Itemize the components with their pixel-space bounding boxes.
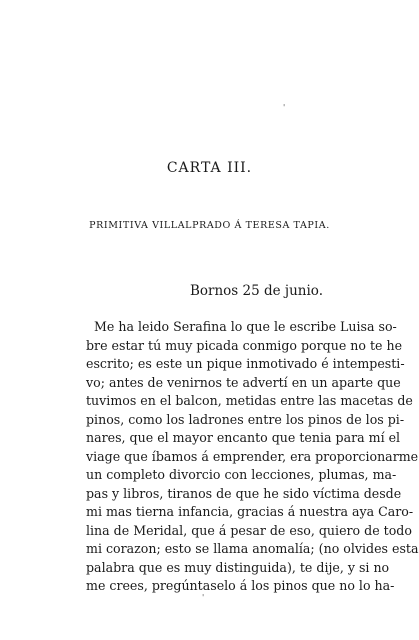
stray-mark: ' <box>283 103 286 112</box>
text-line: bre estar tú muy picada conmigo porque no te he <box>86 337 403 353</box>
text-line: palabra que es muy distinguida), te dije, y si no <box>86 559 390 575</box>
text-line: vo; antes de venirnos te advertí en un aparte que <box>86 374 401 390</box>
text-line: me crees, pregúntaselo á los pinos que no lo ha- <box>86 578 395 593</box>
dateline: Bornos 25 de junio. <box>189 283 323 299</box>
text-line: un completo divorcio con lecciones, plumas, ma- <box>86 467 397 482</box>
text-line: tuvimos en el balcon, metidas entre las macetas de <box>86 393 413 408</box>
text-line: mi mas tierna infancia, gracias á nuestra aya Caro- <box>86 504 414 519</box>
letter-body <box>86 318 419 596</box>
letter-heading: PRIMITIVA VILLALPRADO Á TERESA TAPIA. <box>89 220 330 231</box>
text-line: lina de Meridal, que á pesar de eso, quiero de todo <box>86 522 412 538</box>
chapter-title: CARTA III. <box>166 160 253 176</box>
stray-mark: ' <box>202 593 205 602</box>
text-line: mi corazon; esto se llama anomalía; (no olvides esta <box>86 541 419 556</box>
text-line: nares, que el mayor encanto que tenia para mí el <box>86 430 401 445</box>
text-line: escrito; es este un pique inmotivado é intempesti- <box>86 356 405 371</box>
text-line: Me ha leido Serafina lo que le escribe Luisa so- <box>94 319 397 334</box>
text-line: viage que íbamos á emprender, era proporcionarme <box>86 448 419 464</box>
text-line: pas y libros, tiranos de que he sido víctima desde <box>86 485 402 501</box>
text-line: pinos, como los ladrones entre los pinos de los pi- <box>86 411 405 427</box>
